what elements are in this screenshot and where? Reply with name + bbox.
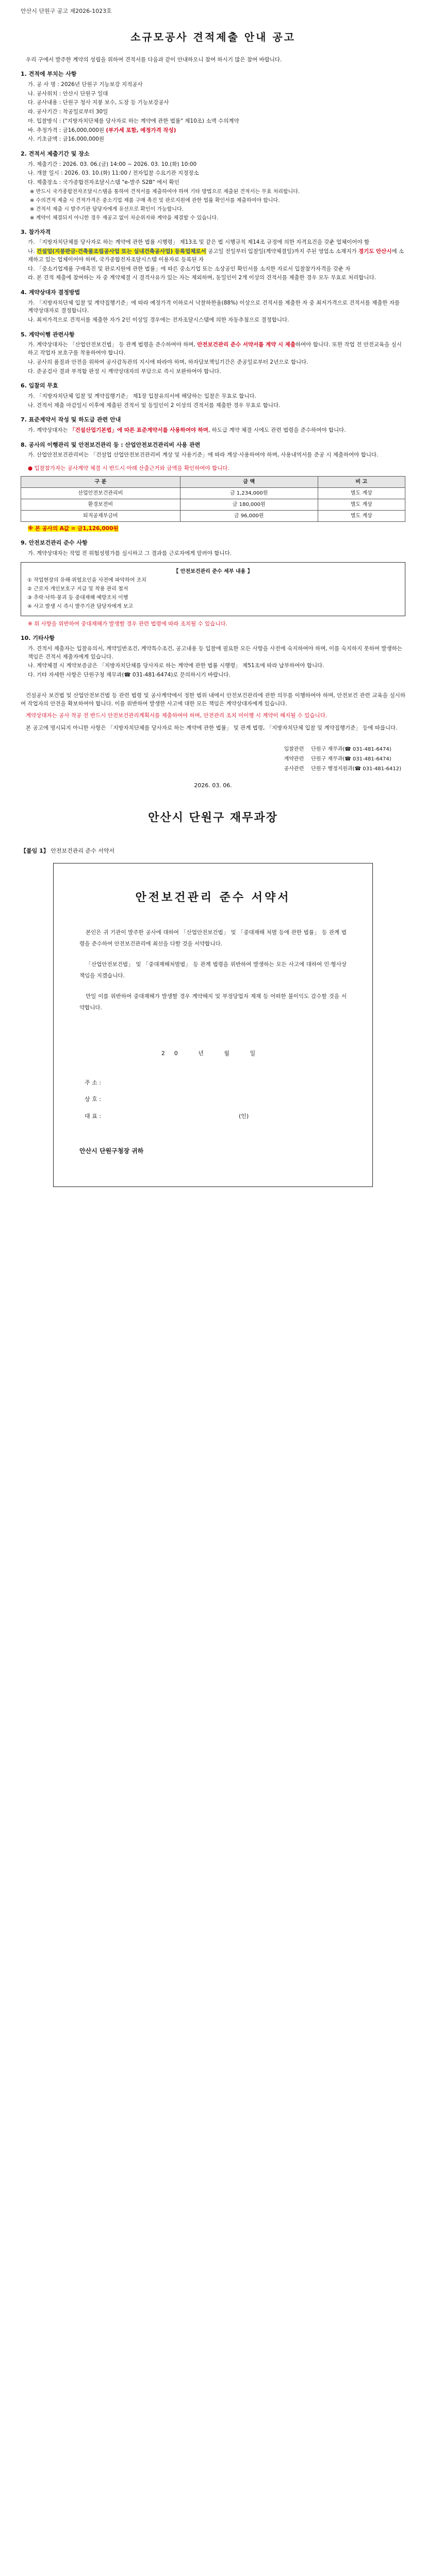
submission-place: 다. 제출장소 : 국가종합전자조달시스템 "e-발주 S2B" 에서 확인 xyxy=(28,179,179,185)
section-9-heading: 9. 안전보건관리 준수 사항 xyxy=(21,539,88,547)
safety-requirement: 가. 계약상대자는 작업 전 위험성평가를 실시하고 그 결과를 근로자에게 알려야 합니다. xyxy=(28,550,232,556)
qualification-1: 가. 「지방자치단체를 당사자로 하는 계약에 관한 법률 시행령」 제13조 및 같은 법 시행규칙 제14조 규정에 의한 자격요건을 갖춘 업체이어야 함 xyxy=(28,239,370,246)
section-7-heading: 7. 표준계약서 작성 및 하도급 관련 안내 xyxy=(21,416,121,423)
cost-col-type: 구 분 xyxy=(21,476,181,487)
standard-contract-highlight: 「건설산업기본법」에 따른 표준계약서를 사용하여야 하며 xyxy=(70,427,208,433)
estimated-price-note: (부가세 포함, 예정가격 작성) xyxy=(106,127,176,133)
pledge-date: 20 년 월 일 xyxy=(161,1050,265,1057)
section-4-heading: 4. 계약상대자 결정방법 xyxy=(21,289,80,296)
qualification-2 xyxy=(28,248,405,264)
document-title: 소규모공사 견적제출 안내 공고 xyxy=(130,30,296,43)
contract-execution-1-highlight: 안전보건관리 준수 서약서를 계약 시 제출 xyxy=(197,342,296,348)
safety-cost-usage: 가. 산업안전보건관리비는 「건설업 산업안전보건관리비 계상 및 사용기준」에 따라 계상·사용하여야 하며, 사용내역서를 준공 시 제출하여야 합니다. xyxy=(28,452,379,458)
qualification-2-mid: 공고일 전일부터 입찰일(계약체결일)까지 주된 영업소 소재지가 xyxy=(206,248,358,255)
project-location: 나. 공사위치 : 안산시 단원구 일대 xyxy=(28,90,108,97)
safety-item-3: ③ 추락·낙하·붕괴 등 중대재해 예방조치 이행 xyxy=(27,595,128,601)
submission-period: 가. 제출기간 : 2026. 03. 06.(금) 14:00 ~ 2026. 03. 10.(화) 10:00 xyxy=(28,161,197,167)
table-cell: 금 1,234,000원 xyxy=(180,487,318,499)
safety-item-4: ④ 사고 발생 시 즉시 발주기관 담당자에게 보고 xyxy=(27,603,134,609)
qualification-4: 라. 본 견적 제출에 참여하는 자 중 계약체결 시 결격사유가 있는 자는 제외하며, 동일인이 2개 이상의 견적서를 제출한 경우 모두 무효로 처리합니다. xyxy=(28,275,376,281)
table-row xyxy=(21,510,405,521)
safety-item-1: ① 작업현장의 유해·위험요인을 사전에 파악하여 조치 xyxy=(27,577,146,583)
project-name: 가. 공 사 명 : 2026년 단원구 기능보강 지적공사 xyxy=(28,81,143,88)
table-row xyxy=(281,765,404,773)
project-content: 다. 공사내용 : 단원구 청사 지붕 보수, 도장 등 기능보강공사 xyxy=(28,99,169,106)
standard-contract xyxy=(28,427,405,435)
table-row xyxy=(281,745,404,754)
qualification-2-region: 경기도 안산시 xyxy=(358,248,392,255)
seal-mark: (인) xyxy=(238,1112,249,1120)
safety-box xyxy=(21,562,405,616)
pledge-title: 안전보건관리 준수 서약서 xyxy=(135,890,291,904)
pledge-recipient: 안산시 단원구청장 귀하 xyxy=(79,1147,144,1155)
note-2: ※ 수의견적 제출 시 견적가격은 중소기업 제품 구매 촉진 및 판로지원에 관한 법률 확인서를 제출하여야 합니다. xyxy=(30,197,280,204)
cost-bullet: ● 입찰참가자는 공사계약 체결 시 반드시 아래 산출근거와 금액을 확인하여야 합니다. xyxy=(28,465,230,471)
attachment-text: 안전보건관리 준수 서약서 xyxy=(51,848,115,855)
contract-execution-1 xyxy=(28,341,405,358)
section-5-heading: 5. 계약이행 관련사항 xyxy=(21,331,75,338)
contractor-decision-1: 가. 「지방자치단체 입찰 및 계약집행기준」에 따라 예정가격 이하로서 낙찰하한율(88%) 이상으로 견적서를 제출한 자 중 최저가격으로 견적서를 제출한 자를 계약상대자로 결정합니다. xyxy=(28,299,400,314)
section-1-heading: 1. 견적에 부치는 사항 xyxy=(21,71,77,78)
table-cell: 별도 계상 xyxy=(318,499,405,510)
bottom-paragraph-3: 본 공고에 명시되지 아니한 사항은 「지방자치단체를 당사자로 하는 계약에 관한 법률」 및 관계 법령, 「지방자치단체 입찰 및 계약집행기준」 등에 따릅니다. xyxy=(26,725,398,731)
section-6-heading: 6. 입찰의 무효 xyxy=(21,382,58,389)
base-price: 사. 기초금액 : 금16,000,000원 xyxy=(28,136,105,143)
notice-date: 2026. 03. 06. xyxy=(194,782,232,789)
standard-contract-suffix: , 하도급 계약 체결 시에도 관련 법령을 준수하여야 합니다. xyxy=(208,427,346,433)
section-3-heading: 3. 참가자격 xyxy=(21,228,51,235)
safety-red-note: ※ 위 사항을 위반하여 중대재해가 발생할 경우 관련 법령에 따라 조치될 수 있습니다. xyxy=(28,620,227,627)
section-2-heading: 2. 견적서 제출기간 및 장소 xyxy=(21,150,90,157)
table-cell: 퇴직공제부금비 xyxy=(21,510,181,521)
contact-value: 단원구 재무과(☎ 031-481-6474) xyxy=(311,746,391,752)
cost-table xyxy=(21,476,405,522)
sign-address-label: 주 소 : xyxy=(85,1079,101,1086)
a-value xyxy=(28,525,405,533)
table-row xyxy=(21,499,405,510)
table-cell: 환경보전비 xyxy=(21,499,181,510)
misc-3: 다. 기타 자세한 사항은 단원구청 재무과(☎ 031-481-6474)로 문의하시기 바랍니다. xyxy=(28,672,231,678)
note-3: ※ 견적서 제출 시 발주기관 담당자에게 유선으로 확인이 가능합니다. xyxy=(30,206,184,212)
bottom-paragraph-2: 계약상대자는 공사 착공 전 반드시 안전보건관리계획서를 제출하여야 하며, 안전관리 조치 미이행 시 계약이 해지될 수 있습니다. xyxy=(26,713,327,719)
pledge-paragraph-2: 「산업안전보건법」 및 「중대재해처벌법」 등 관계 법령을 위반하여 발생하는 모든 사고에 대하여 민·형사상 책임을 지겠습니다. xyxy=(79,961,347,979)
intro-paragraph: 우리 구에서 발주한 계약의 성립을 위하여 견적서를 다음과 같이 안내하오니 참여 하시기 많은 참여 바랍니다. xyxy=(26,56,282,63)
contact-label: 공사관련 xyxy=(284,766,304,772)
contract-execution-2: 나. 공사의 품질과 안전을 위하여 공사감독관의 지시에 따라야 하며, 하자담보책임기간은 준공일로부터 2년으로 합니다. xyxy=(28,359,308,365)
pledge-paragraph-3: 만일 이를 위반하여 중대재해가 발생할 경우 계약해지 및 부정당업자 제재 등 어떠한 불이익도 감수할 것을 서약합니다. xyxy=(79,993,347,1011)
contact-label: 계약관련 xyxy=(284,756,304,762)
note-1: ※ 반드시 국가종합전자조달시스템을 통하여 견적서를 제출하여야 하며 기타 방법으로 제출된 견적서는 무효 처리합니다. xyxy=(30,189,300,195)
contact-value: 단원구 행정지원과(☎ 031-481-6412) xyxy=(311,766,401,772)
table-cell: 산업안전보건관리비 xyxy=(21,487,181,499)
pledge-paragraph-1: 본인은 귀 기관이 발주한 공사에 대하여 「산업안전보건법」 및 「중대재해 처벌 등에 관한 법률」 등 관계 법령을 준수하여 안전보건관리에 최선을 다할 것을 서약합니다. xyxy=(79,929,347,947)
table-row xyxy=(21,487,405,499)
table-cell: 별도 계상 xyxy=(318,487,405,499)
bottom-paragraph-1: 건설공사 보건법 및 산업안전보건법 등 관련 법령 및 공사계약에서 정한 범위 내에서 안전보건관리에 관한 의무를 이행하여야 하며, 안전보건 관련 교육을 실시하여 작업자의 안전을 확보하여야 합니다. 이를 위반하여 발생한 사고에 대한 모든 책임은 계약상대자에게 있습니다. xyxy=(21,692,405,707)
sign-row-company xyxy=(85,1095,347,1104)
issuer: 안산시 단원구 재무과장 xyxy=(148,811,278,825)
estimated-price-text: 바. 추정가격 : 금16,000,000원 xyxy=(28,127,105,133)
pledge-form xyxy=(53,863,373,1187)
cost-col-remark: 비 고 xyxy=(318,476,405,487)
project-period: 라. 공사기간 : 착공일로부터 30일 xyxy=(28,109,108,115)
contact-block xyxy=(21,744,405,774)
safety-item-2: ② 근로자 개인보호구 지급 및 착용 관리 철저 xyxy=(27,586,128,592)
section-10-heading: 10. 기타사항 xyxy=(21,635,55,642)
opening-date: 나. 개찰 일시 : 2026. 03. 10.(화) 11:00 / 전자입찰 수요기관 지정장소 xyxy=(28,170,199,177)
sign-company-label: 상 호 : xyxy=(85,1096,101,1103)
table-cell: 별도 계상 xyxy=(318,510,405,521)
bid-method: 마. 입찰방식 : ("지방자치단체를 당사자로 하는 계약에 관한 법률" 제10조) 소액 수의계약 xyxy=(28,117,239,124)
sign-row-representative xyxy=(85,1112,347,1121)
qualification-2-prefix: 나. xyxy=(28,248,37,255)
qualification-3: 다. 「중소기업제품 구매촉진 및 판로지원에 관한 법률」에 따른 중소기업 또는 소상공인 확인서를 소지한 자로서 입찰참가자격을 갖춘 자 xyxy=(28,265,351,272)
qualification-2-suffix: 에 소재하고 있는 업체이어야 하며, 국가종합전자조달시스템 이용자로 등록된 자 xyxy=(28,248,404,263)
note-4: ※ 계약이 체결되지 아니한 경우 재공고 없이 차순위자와 계약을 체결할 수 있습니다. xyxy=(30,215,219,221)
attachment-tag: 【붙임 1】 xyxy=(21,848,49,855)
contract-execution-3: 다. 준공검사 결과 부적합 판정 시 계약상대자의 부담으로 즉시 보완하여야 합니다. xyxy=(28,368,221,375)
notice-number: 안산시 단원구 공고 제2026-1023호 xyxy=(21,8,112,14)
attachment-label xyxy=(21,847,405,856)
invalid-bid-2: 나. 견적서 제출 마감일시 이후에 제출된 견적서 및 동일인이 2 이상의 견적서를 제출한 경우 무효로 합니다. xyxy=(28,402,281,409)
estimated-price xyxy=(28,127,405,135)
contract-execution-1-prefix: 가. 계약상대자는 「산업안전보건법」 등 관계 법령을 준수하여야 하며, xyxy=(28,342,198,348)
misc-1: 가. 견적서 제출자는 입찰유의서, 계약일반조건, 계약특수조건, 공고내용 등 입찰에 필요한 모든 사항을 사전에 숙지하여야 하며, 이를 숙지하지 못하여 발생하는 책임은 견적서 제출자에게 있습니다. xyxy=(28,645,402,660)
contact-label: 입찰관련 xyxy=(284,746,304,752)
sign-row-address xyxy=(85,1079,347,1088)
cost-table-header xyxy=(21,476,405,487)
table-cell: 금 96,000원 xyxy=(180,510,318,521)
invalid-bid-1: 가. 「지방자치단체 입찰 및 계약집행기준」 제1장 입찰유의서에 해당하는 입찰은 무효로 합니다. xyxy=(28,393,257,399)
table-row xyxy=(281,755,404,764)
contact-table xyxy=(280,744,405,774)
contract-execution-1-suffix: 하여야 합니다. 또한 작업 전 안전교육을 실시하고 작업자 보호구를 착용하여야 합니다. xyxy=(28,342,402,356)
table-cell: 금 180,000원 xyxy=(180,499,318,510)
a-value-highlight: ※ 본 공사의 A값 = 금1,126,000원 xyxy=(28,525,119,532)
sign-representative-label: 대 표 : xyxy=(85,1112,101,1120)
contractor-decision-2: 나. 최저가격으로 견적서를 제출한 자가 2인 이상일 경우에는 전자조달시스템에 의한 자동추첨으로 결정합니다. xyxy=(28,317,289,323)
misc-2: 나. 계약체결 시 계약보증금은 「지방자치단체를 당사자로 하는 계약에 관한 법률 시행령」 제51조에 따라 납부하여야 합니다. xyxy=(28,663,324,669)
cost-col-amount: 금 액 xyxy=(180,476,318,487)
safety-box-title: 【 안전보건관리 준수 세부 내용 】 xyxy=(173,568,253,574)
section-8-heading: 8. 공사의 이행관리 및 안전보건관리 등 : 산업안전보건관리비 사용 관련 xyxy=(21,441,201,448)
contact-value: 단원구 재무과(☎ 031-481-6474) xyxy=(311,756,391,762)
standard-contract-prefix: 가. 계약상대자는 xyxy=(28,427,70,433)
notice-page xyxy=(0,0,426,1239)
bottom-spacer xyxy=(21,1187,405,1228)
qualification-2-highlight: 건설업(지붕판금·건축물조립공사업 또는 실내건축공사업) 등록업체로서 xyxy=(36,248,206,255)
